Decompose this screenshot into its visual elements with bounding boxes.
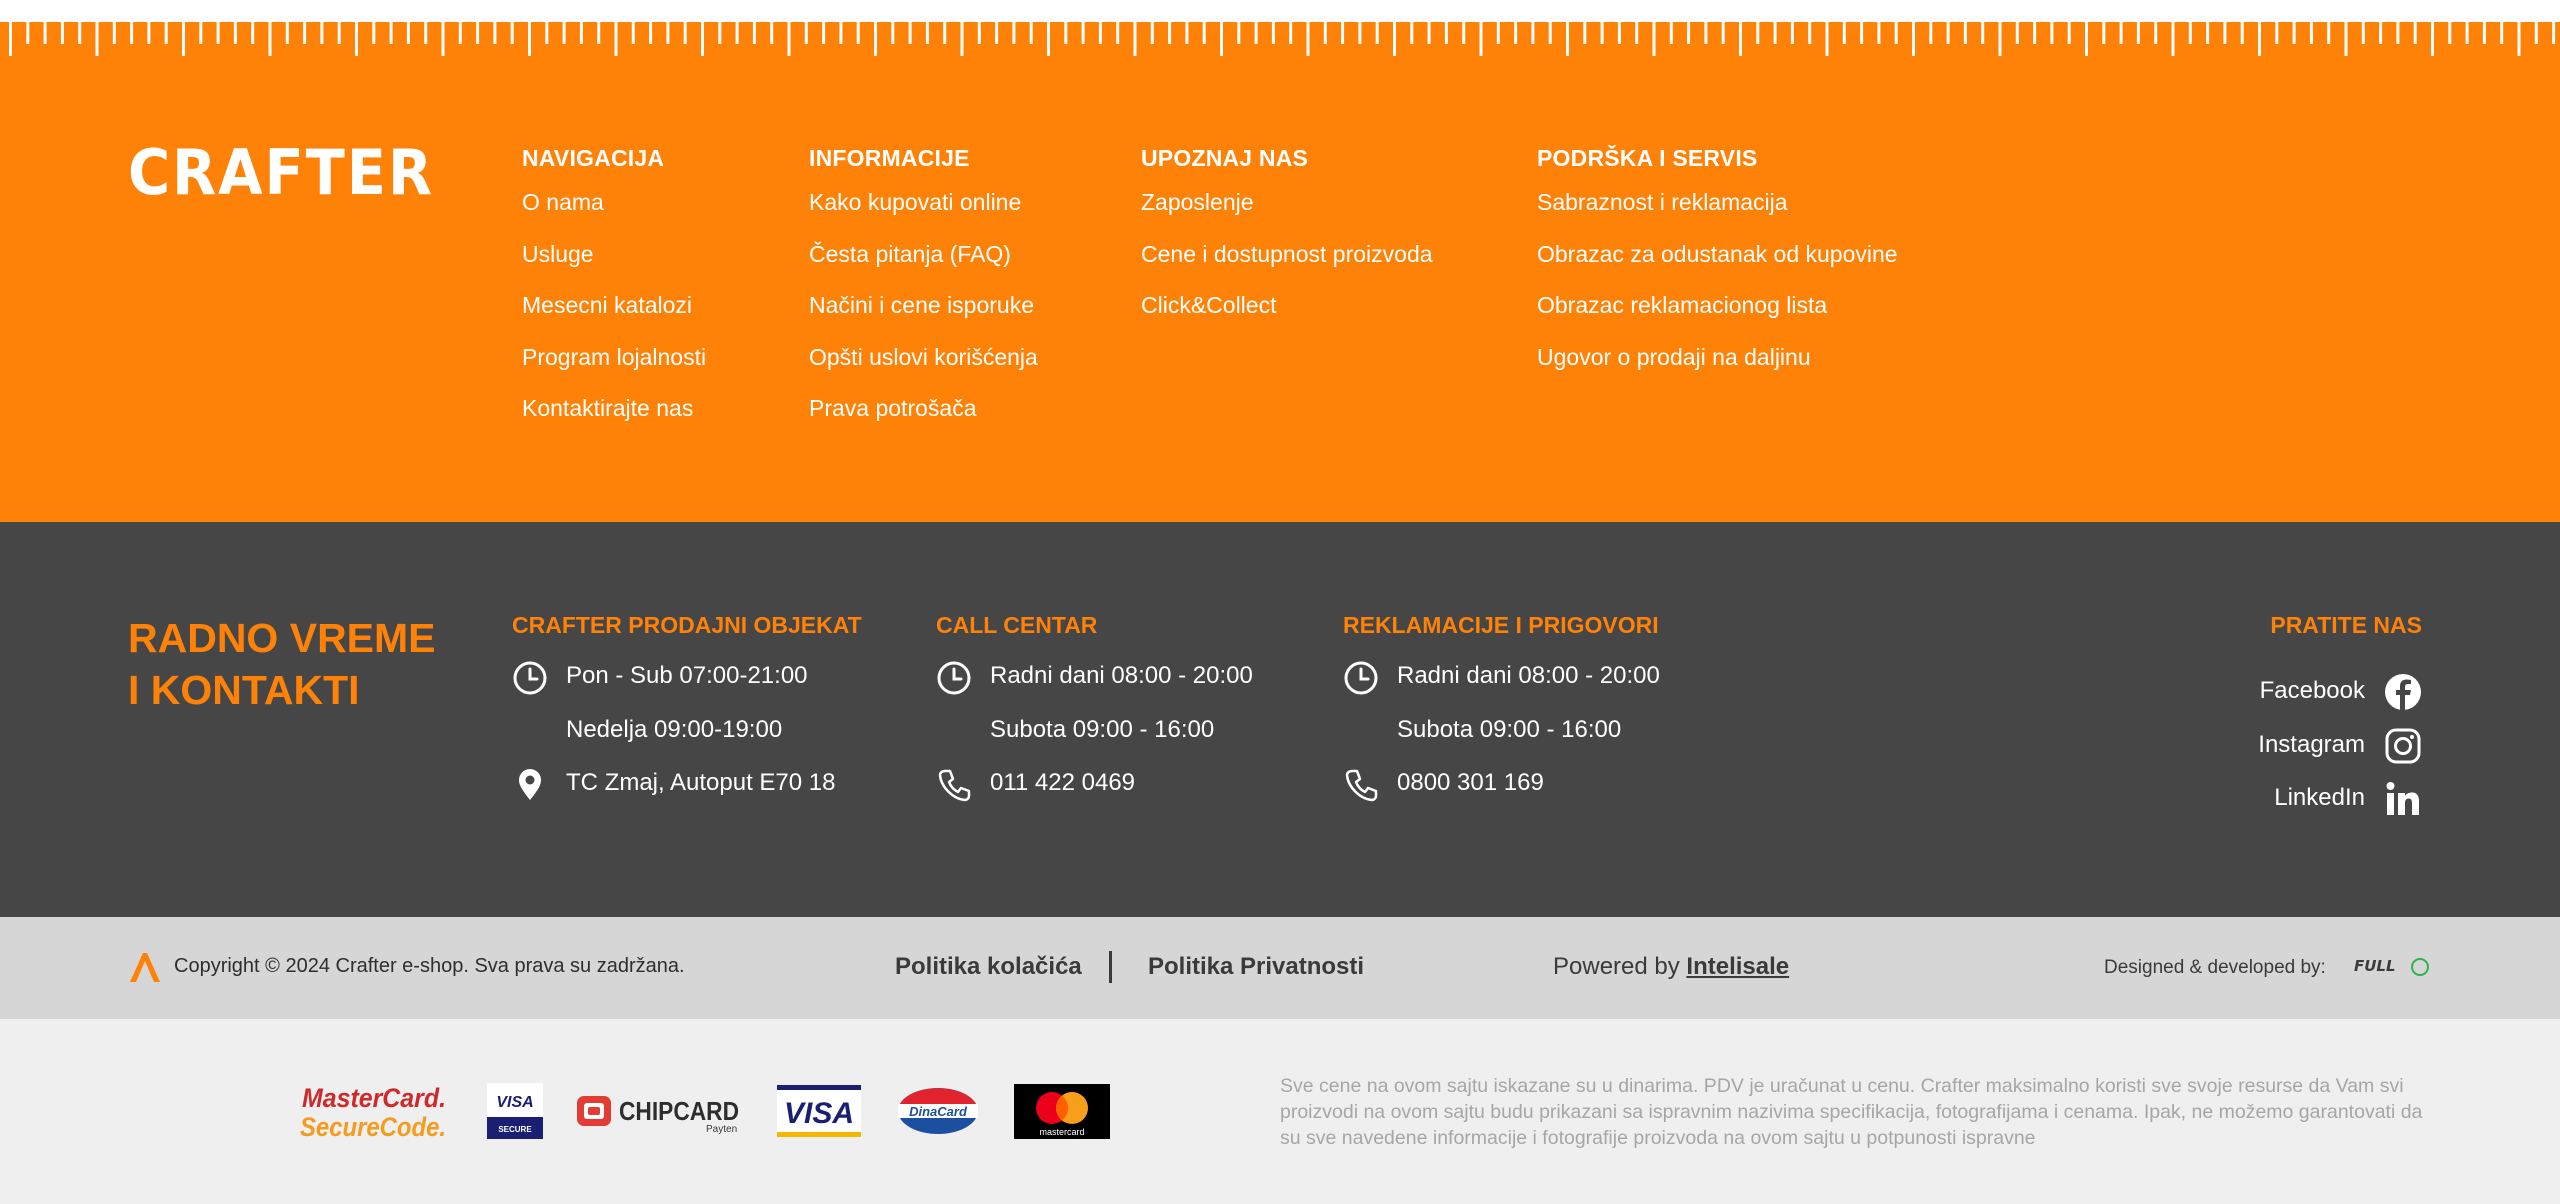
ruler-tick <box>1203 22 1206 44</box>
call-center-hours1: Radni dani 08:00 - 20:00 <box>990 662 1253 689</box>
ruler-tick <box>476 22 479 44</box>
ruler-tick <box>1064 22 1067 44</box>
link-o-nama[interactable]: O nama <box>522 189 604 215</box>
ruler-tick <box>407 22 410 44</box>
ruler-tick <box>2016 22 2019 44</box>
chipcard-logo <box>576 1090 742 1134</box>
ruler-tick <box>113 22 116 44</box>
mastercard-logo <box>1014 1084 1110 1139</box>
ruler-tick <box>649 22 652 44</box>
ruler-tick <box>1808 22 1811 44</box>
ruler-tick <box>1601 22 1604 44</box>
svg-text:SECURE: SECURE <box>498 1125 532 1134</box>
ruler-tick <box>1012 22 1015 44</box>
contacts-heading-line1: RADNO VREME <box>128 615 436 661</box>
ruler-tick <box>355 22 358 56</box>
ruler-tick <box>1116 22 1119 44</box>
ruler-tick <box>545 22 548 44</box>
ruler-tick <box>234 22 237 44</box>
ruler-tick <box>2137 22 2140 44</box>
ruler-tick <box>424 22 427 44</box>
ruler-tick <box>1653 22 1656 56</box>
ruler-tick <box>1237 22 1240 44</box>
ruler-tick <box>2293 22 2296 44</box>
ruler-tick <box>1168 22 1171 44</box>
instagram-label: Instagram <box>2258 730 2365 758</box>
link-program-lojalnosti[interactable]: Program lojalnosti <box>522 343 707 370</box>
svg-text:VISA: VISA <box>496 1094 534 1111</box>
ruler-tick <box>1687 22 1690 44</box>
dinacard-logo <box>896 1086 980 1136</box>
ruler-tick <box>528 22 531 56</box>
ruler-tick <box>61 22 64 44</box>
ruler-tick <box>891 22 894 44</box>
ruler-tick <box>9 22 12 56</box>
ruler-tick <box>1756 22 1759 44</box>
ruler-tick <box>1480 22 1483 56</box>
ruler-tick <box>597 22 600 44</box>
ruler-tick <box>580 22 583 44</box>
ruler-tick <box>718 22 721 44</box>
ruler-tick <box>1341 22 1344 44</box>
ruler-tick <box>459 22 462 44</box>
store-address: TC Zmaj, Autoput E70 18 <box>566 769 836 796</box>
ruler-tick <box>2223 22 2226 44</box>
complaints-hours-saturday <box>1343 706 1660 760</box>
complaints-contact <box>1343 612 1660 813</box>
link-click-collect[interactable]: Click&Collect <box>1141 292 1277 318</box>
ruler-tick <box>2033 22 2036 44</box>
ruler-tick <box>1082 22 1085 44</box>
ruler-tick <box>926 22 929 44</box>
designed-by-text: Designed & developed by: <box>2104 957 2326 978</box>
contacts-band <box>0 522 2560 917</box>
ruler-tick <box>788 22 791 56</box>
complaints-hours1: Radni dani 08:00 - 20:00 <box>1397 662 1660 689</box>
visa-logo <box>777 1085 861 1137</box>
link-kontaktirajte-nas[interactable]: Kontaktirajte nas <box>522 395 694 421</box>
nav-column-podrska <box>1537 145 1898 383</box>
facebook-label: Facebook <box>2259 677 2365 704</box>
ruler-tick <box>1549 22 1552 44</box>
ruler-tick <box>26 22 29 44</box>
legal-separator <box>1109 951 1112 983</box>
ruler-tick <box>857 22 860 44</box>
ruler-tick <box>1445 22 1448 44</box>
link-cene-dostupnost[interactable]: Cene i dostupnost proizvoda <box>1141 240 1433 267</box>
ruler-tick <box>2414 22 2417 44</box>
ruler-tick <box>2518 22 2521 56</box>
svg-text:VISA: VISA <box>783 1097 855 1130</box>
complaints-hours2: Subota 09:00 - 16:00 <box>1397 715 1622 743</box>
social-facebook[interactable] <box>2258 676 2422 730</box>
ruler-tick <box>805 22 808 44</box>
ruler-tick <box>1635 22 1638 44</box>
ruler-tick <box>1428 22 1431 44</box>
ruler-tick <box>563 22 566 44</box>
complaints-phone[interactable]: 0800 301 169 <box>1397 769 1544 796</box>
ruler-tick <box>251 22 254 44</box>
ruler-tick <box>2172 22 2175 56</box>
social-linkedin[interactable] <box>2258 783 2422 837</box>
linkedin-icon <box>2384 780 2422 818</box>
powered-prefix: Powered by <box>1553 953 1687 980</box>
ruler-tick <box>165 22 168 44</box>
ruler-tick <box>753 22 756 44</box>
link-odustanak[interactable]: Obrazac za odustanak od kupovine <box>1537 240 1898 267</box>
price-disclaimer: Sve cene na ovom sajtu iskazane su u dinarima. PDV je uračunat u cenu. Crafter maksimalno koristi sve svoje resurse da Vam svi proizvodi na ovom sajtu budu prikazani sa ispravnim nazivima specifikacija, fotografijama i cenama. Ipak, ne možemo garantovati da su sve navedene informacije i fotografije proizvoda na ovom sajtu u potpunosti ispravne <box>1280 1075 2423 1149</box>
svg-text:FULL: FULL <box>2354 957 2396 975</box>
ruler-tick <box>2275 22 2278 44</box>
ruler-tick <box>78 22 81 44</box>
ruler-tick <box>1134 22 1137 56</box>
ruler-tick <box>1583 22 1586 44</box>
cookie-policy-link[interactable]: Politika kolačića <box>895 953 1082 980</box>
crafter-logo[interactable] <box>128 136 436 209</box>
nav-column-title: PODRŠKA I SERVIS <box>1537 145 1758 171</box>
link-faq[interactable]: Česta pitanja (FAQ) <box>809 240 1011 267</box>
phone-icon <box>1343 767 1379 803</box>
svg-text:mastercard: mastercard <box>1039 1127 1085 1137</box>
nav-column-informacije <box>809 145 1038 435</box>
ruler-tick <box>1791 22 1794 44</box>
ruler-tick <box>1462 22 1465 44</box>
ruler-tick <box>1324 22 1327 44</box>
ruler-tick <box>2206 22 2209 44</box>
linkedin-label: LinkedIn <box>2274 784 2365 811</box>
ruler-tick <box>1289 22 1292 44</box>
copyright-text: Copyright © 2024 Crafter e-shop. Sva prava su zadržana. <box>174 955 685 977</box>
ruler-tick <box>1099 22 1102 44</box>
store-contact <box>512 612 862 813</box>
ruler-tick <box>147 22 150 44</box>
ruler-tick <box>1912 22 1915 56</box>
store-hours1: Pon - Sub 07:00-21:00 <box>566 662 808 689</box>
svg-text:CRAFTER: CRAFTER <box>128 136 434 209</box>
ruler-tick <box>320 22 323 44</box>
ruler-tick <box>1358 22 1361 44</box>
ruler-tick <box>1566 22 1569 56</box>
ruler-tick <box>2327 22 2330 44</box>
link-reklamacioni-list[interactable]: Obrazac reklamacionog lista <box>1537 292 1828 318</box>
ruler-tick <box>2535 22 2538 44</box>
ruler-tick <box>2500 22 2503 44</box>
clock-icon <box>1343 660 1379 696</box>
nav-column-upoznaj-nas <box>1141 145 1433 332</box>
call-center-hours2: Subota 09:00 - 16:00 <box>990 715 1215 743</box>
ruler-tick <box>961 22 964 56</box>
ruler-tick <box>1929 22 1932 44</box>
ruler-tick <box>995 22 998 44</box>
complaints-phone-row[interactable] <box>1343 759 1660 813</box>
ruler-tick <box>1497 22 1500 44</box>
ruler-tick <box>182 22 185 56</box>
ruler-tick <box>286 22 289 44</box>
ruler-tick <box>2552 22 2555 44</box>
svg-text:MasterCard.: MasterCard. <box>302 1083 446 1113</box>
ruler-tick <box>1272 22 1275 44</box>
ruler-tick <box>2431 22 2434 56</box>
ruler-tick <box>2189 22 2192 44</box>
ruler-tick <box>2345 22 2348 56</box>
complaints-title: REKLAMACIJE I PRIGOVORI <box>1343 612 1659 638</box>
store-hours2: Nedelja 09:00-19:00 <box>566 715 783 743</box>
ruler-tick <box>2241 22 2244 44</box>
svg-text:DinaCard: DinaCard <box>909 1104 967 1119</box>
ruler-tick <box>493 22 496 44</box>
crafter-mark-icon <box>128 950 162 984</box>
store-address-row <box>512 759 862 813</box>
svg-text:SecureCode.: SecureCode. <box>300 1112 446 1142</box>
ruler-tick <box>1843 22 1846 44</box>
ruler-tick <box>2448 22 2451 44</box>
ruler-tick <box>1514 22 1517 44</box>
ruler-tick <box>199 22 202 44</box>
powered-by <box>1553 953 1789 981</box>
ruler-tick <box>2379 22 2382 44</box>
ruler-tick <box>1376 22 1379 44</box>
call-center-contact <box>936 612 1253 813</box>
ruler-tick <box>130 22 133 44</box>
privacy-policy-link[interactable]: Politika Privatnosti <box>1148 953 1365 980</box>
ruler-tick <box>943 22 946 44</box>
social-follow <box>2258 612 2422 837</box>
ruler-tick <box>1410 22 1413 44</box>
ruler-tick <box>1220 22 1223 56</box>
ruler-tick <box>684 22 687 44</box>
ruler-tick <box>2102 22 2105 44</box>
store-hours-sunday <box>512 706 862 760</box>
ruler-tick <box>96 22 99 56</box>
ruler-tick <box>822 22 825 44</box>
ruler-tick <box>2050 22 2053 44</box>
ruler-tick <box>442 22 445 56</box>
ruler-tick <box>2396 22 2399 44</box>
ruler-tick <box>1999 22 2002 56</box>
ruler-tick <box>1030 22 1033 44</box>
clock-icon <box>512 660 548 696</box>
ruler-tick <box>303 22 306 44</box>
ruler-tick <box>1981 22 1984 44</box>
clock-icon <box>936 660 972 696</box>
ruler-tick <box>1877 22 1880 44</box>
ruler-tick <box>770 22 773 44</box>
location-pin-icon <box>512 767 548 803</box>
call-center-phone-row[interactable] <box>936 759 1253 813</box>
ruler-tick <box>632 22 635 44</box>
ruler-tick <box>1618 22 1621 44</box>
ruler-tick <box>2362 22 2365 44</box>
social-instagram[interactable] <box>2258 730 2422 784</box>
link-opsti-uslovi[interactable]: Opšti uslovi korišćenja <box>809 343 1038 370</box>
call-center-title: CALL CENTAR <box>936 612 1098 638</box>
ruler-tick <box>666 22 669 44</box>
ruler-tick <box>2154 22 2157 44</box>
ruler-tick <box>2466 22 2469 44</box>
link-prava-potrosaca[interactable]: Prava potrošača <box>809 395 977 421</box>
ruler-tick <box>2068 22 2071 44</box>
call-center-hours-saturday <box>936 706 1253 760</box>
ruler-tick <box>390 22 393 44</box>
ruler-tick <box>2310 22 2313 44</box>
ruler-tick <box>978 22 981 44</box>
ruler-tick <box>1722 22 1725 44</box>
ruler-tick <box>2120 22 2123 44</box>
contacts-heading <box>128 612 468 716</box>
ruler-tick <box>1307 22 1310 56</box>
store-title: CRAFTER PRODAJNI OBJEKAT <box>512 612 862 638</box>
ruler-tick <box>2258 22 2261 56</box>
ruler-tick <box>1255 22 1258 44</box>
link-reklamacija[interactable]: Sabraznost i reklamacija <box>1537 189 1788 215</box>
call-center-phone[interactable]: 011 422 0469 <box>990 769 1136 796</box>
ruler-tick <box>1151 22 1154 44</box>
ruler-tick <box>1670 22 1673 44</box>
ruler-tick <box>2483 22 2486 44</box>
ruler-tick <box>1895 22 1898 44</box>
ruler-tick <box>736 22 739 44</box>
ruler-tick <box>1826 22 1829 56</box>
ruler-tick <box>1393 22 1396 56</box>
ruler-tick <box>615 22 618 56</box>
mastercard-securecode-logo <box>298 1080 450 1142</box>
ruler-tick <box>1860 22 1863 44</box>
nav-column-title: INFORMACIJE <box>809 145 970 171</box>
ruler-tick <box>1704 22 1707 44</box>
ruler-tick <box>1774 22 1777 44</box>
ruler-tick <box>701 22 704 56</box>
nav-column-navigacija <box>522 145 706 435</box>
ruler-tick <box>909 22 912 44</box>
ruler-tick <box>874 22 877 56</box>
full-logo[interactable] <box>2354 955 2434 979</box>
link-usluge[interactable]: Usluge <box>522 240 594 267</box>
facebook-icon <box>2384 673 2422 711</box>
ruler-tick <box>372 22 375 44</box>
complaints-hours-weekday <box>1343 652 1660 706</box>
ruler-tick <box>1185 22 1188 44</box>
follow-title: PRATITE NAS <box>2270 612 2422 638</box>
nav-column-title: UPOZNAJ NAS <box>1141 145 1309 171</box>
link-mesecni-katalozi[interactable]: Mesecni katalozi <box>522 292 693 318</box>
svg-text:CHIPCARD: CHIPCARD <box>619 1096 739 1126</box>
ruler-ticks-decoration <box>0 22 2560 58</box>
link-zaposlenje[interactable]: Zaposlenje <box>1141 189 1254 215</box>
ruler-tick <box>1531 22 1534 44</box>
ruler-tick <box>1947 22 1950 44</box>
ruler-tick <box>217 22 220 44</box>
intelisale-link[interactable]: Intelisale <box>1686 953 1790 980</box>
ruler-tick <box>338 22 341 44</box>
call-center-hours-weekday <box>936 652 1253 706</box>
instagram-icon <box>2384 727 2422 765</box>
ruler-tick <box>511 22 514 44</box>
ruler-tick <box>269 22 272 56</box>
contacts-heading-line2: I KONTAKTI <box>128 667 360 713</box>
visa-secure-logo <box>487 1083 543 1139</box>
ruler-tick <box>1964 22 1967 44</box>
nav-column-title: NAVIGACIJA <box>522 145 665 171</box>
link-isporuka[interactable]: Načini i cene isporuke <box>809 292 1035 318</box>
link-ugovor[interactable]: Ugovor o prodaji na daljinu <box>1537 343 1811 370</box>
ruler-tick <box>1739 22 1742 56</box>
phone-icon <box>936 767 972 803</box>
ruler-tick <box>1047 22 1050 56</box>
ruler-tick <box>839 22 842 44</box>
store-hours-weekday <box>512 652 862 706</box>
ruler-tick <box>44 22 47 44</box>
link-kako-kupovati[interactable]: Kako kupovati online <box>809 189 1022 215</box>
ruler-tick <box>2085 22 2088 56</box>
svg-text:Payten: Payten <box>706 1124 738 1135</box>
